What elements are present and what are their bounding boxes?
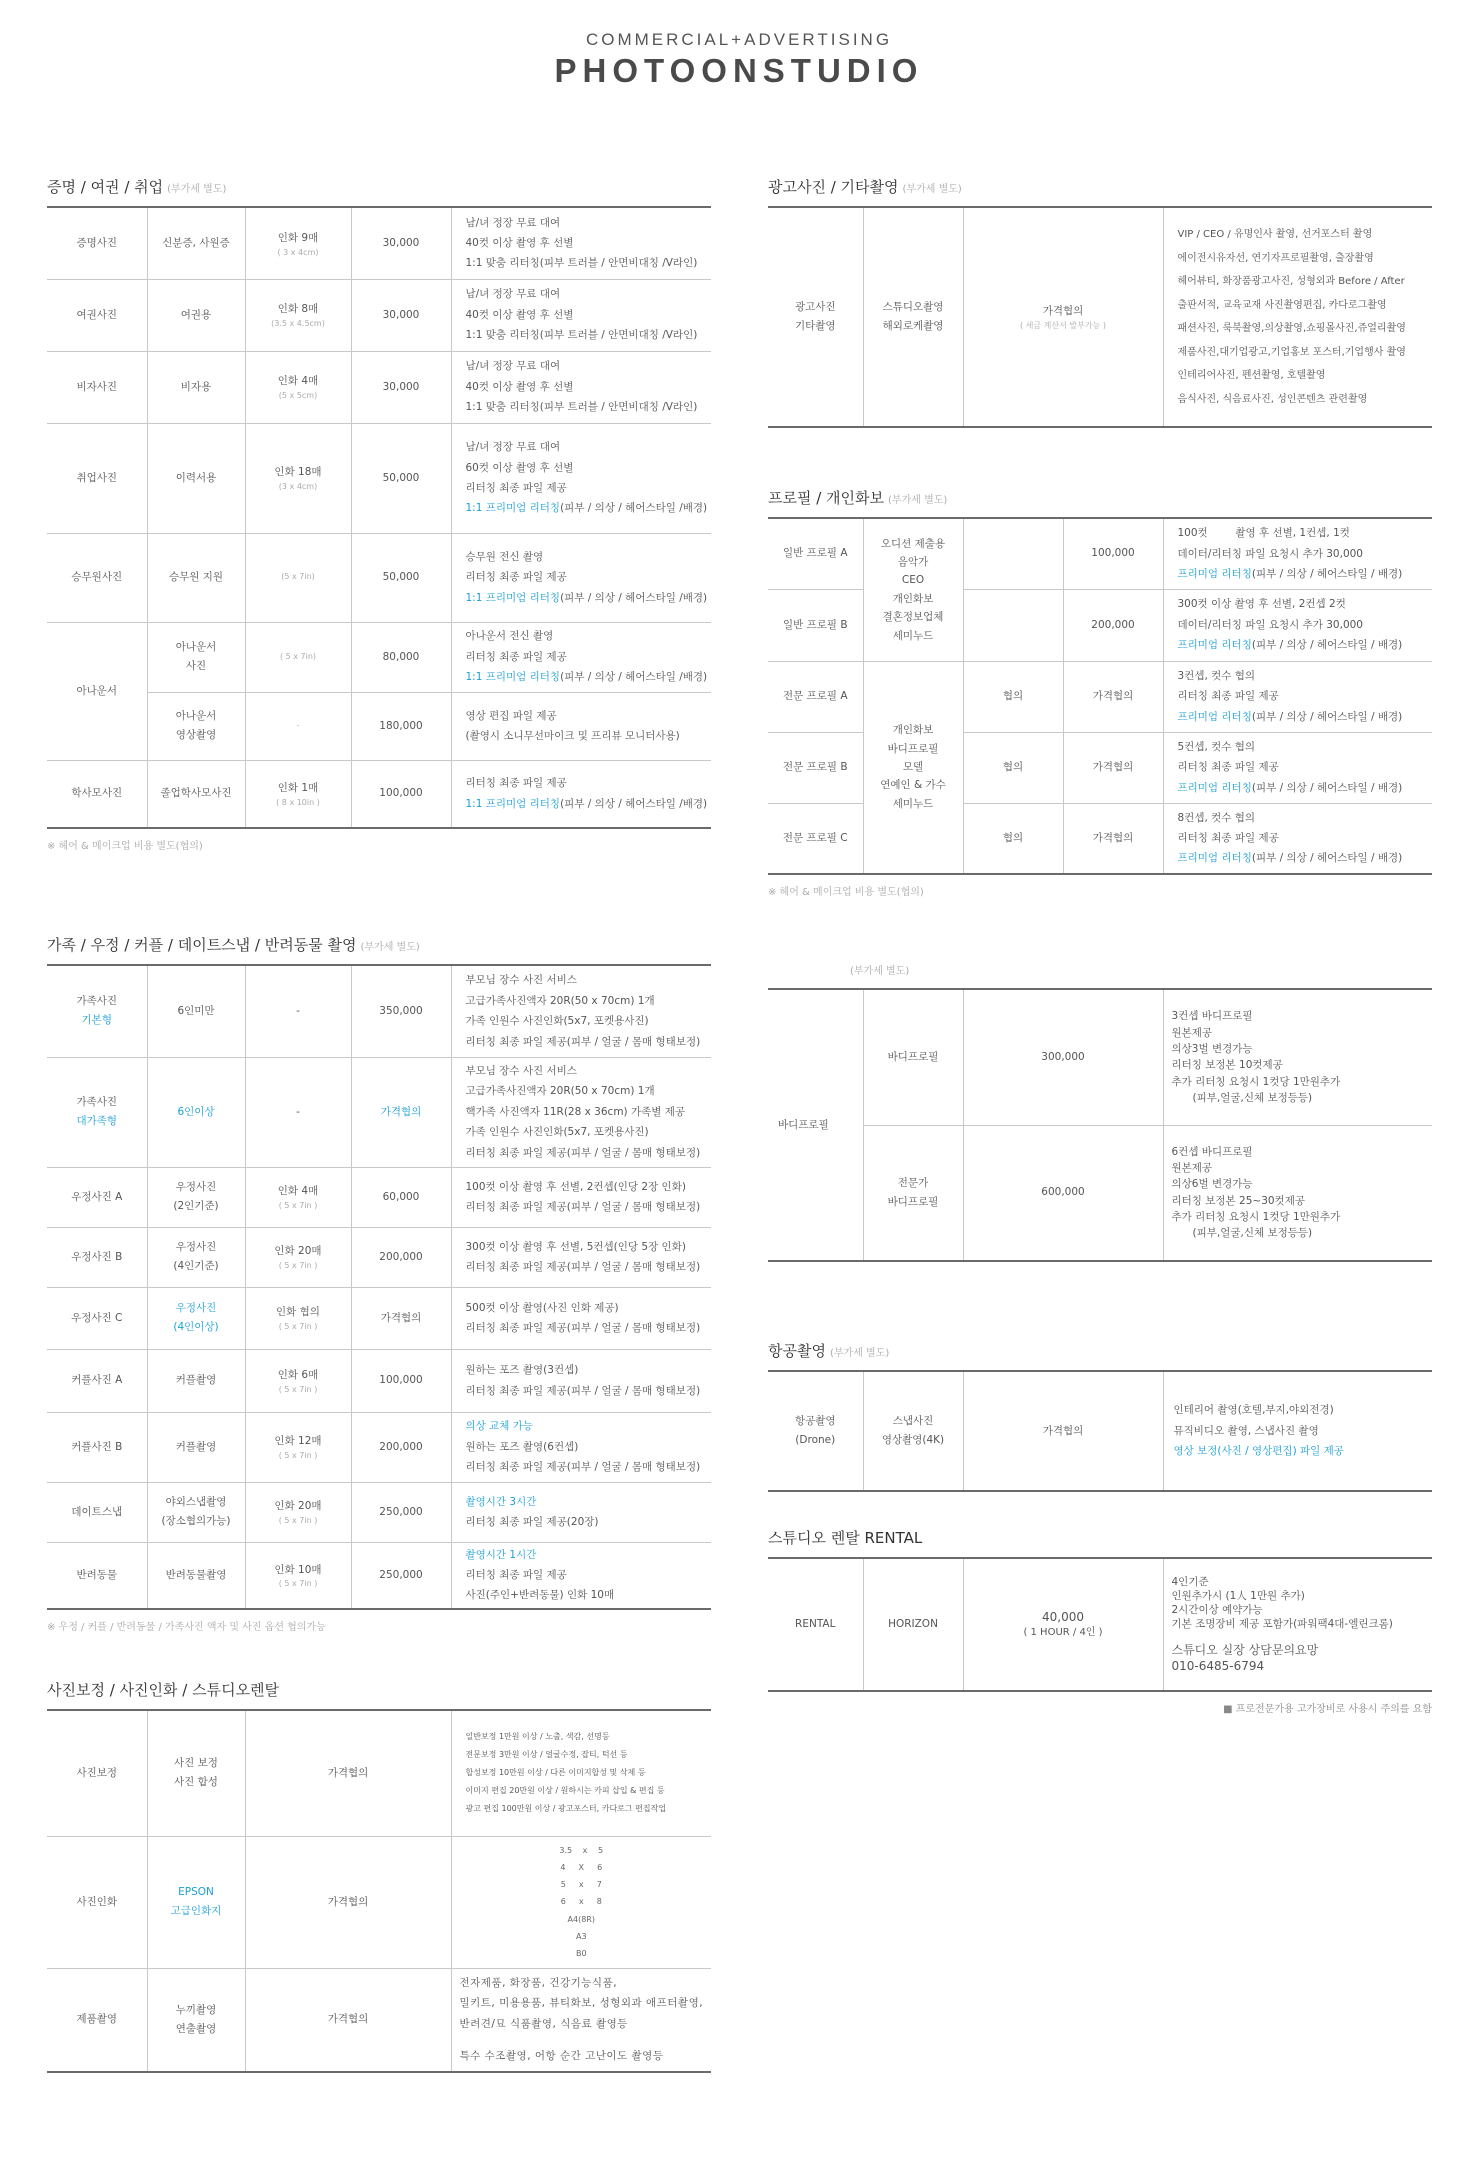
page-header bbox=[0, 30, 1478, 90]
table-row: 전문가 바디프로필 600,000 6컨셉 바디프로필 원본제공 의상6벌 변경가능 리터칭 보정본 25~30컷제공 추가 리터칭 요청시 1컷당 1만원추가 (피부,얼굴,신체 보정등등) bbox=[768, 1125, 1432, 1261]
table-row: 전문 프로필 B 협의 가격협의 5컨셉, 컷수 협의 리터칭 최종 파일 제공 프리미엄 리터칭(피부 / 의상 / 헤어스타일 / 배경) bbox=[768, 732, 1432, 803]
family-section bbox=[47, 934, 711, 1633]
profile-table bbox=[768, 517, 1432, 875]
rental-table bbox=[768, 1557, 1432, 1692]
table-row: 일반 프로필 B 200,000 300컷 이상 촬영 후 선별, 2컨셉 2컷 데이터/리터칭 파일 요청시 추가 30,000 프리미엄 리터칭(피부 / 의상 / 헤어스타일 / 배경) bbox=[768, 589, 1432, 661]
table-row: 증명사진 신분증, 사원증 인화 9매 ( 3 x 4cm) 30,000 남/녀 정장 무료 대여 40컷 이상 촬영 후 선별 1:1 맞춤 리터칭(피부 트러블 / 안면비대칭 /V라인) bbox=[47, 207, 711, 279]
section-note: ※ 헤어 & 메이크업 비용 별도(협의) bbox=[768, 887, 924, 898]
section-title: 가족 / 우정 / 커플 / 데이트스냅 / 반려동물 촬영 (부가세 별도) bbox=[47, 936, 420, 954]
table-row: 반려동물 반려동물촬영 인화 10매 ( 5 x 7in ) 250,000 촬영시간 1시간 리터칭 최종 파일 제공 사진(주인+반려동물) 인화 10매 bbox=[47, 1542, 711, 1609]
table-row: 우정사진 A 우정사진 (2인기준) 인화 4매 ( 5 x 7in ) 60,000 100컷 이상 촬영 후 선별, 2컨셉(인당 2장 인화) 리터칭 최종 파일 제공(피부 / 얼굴 / 몸매 형태보정) bbox=[47, 1167, 711, 1227]
table-row: 승무원사진 승무원 지원 (5 x 7in) 50,000 승무원 전신 촬영 리터칭 최종 파일 제공 1:1 프리미엄 리터칭(피부 / 의상 / 헤어스타일 /배경) bbox=[47, 533, 711, 622]
id-photo-table bbox=[47, 206, 711, 829]
table-row: 데이트스냅 야외스냅촬영 (장소협의가능) 인화 20매 ( 5 x 7in ) 250,000 촬영시간 3시간 리터칭 최종 파일 제공(20장) bbox=[47, 1482, 711, 1542]
section-title: 항공촬영 (부가세 별도) bbox=[768, 1342, 890, 1360]
table-row: 커플사진 B 커플촬영 인화 12매 ( 5 x 7in ) 200,000 의상 교체 가능 원하는 포즈 촬영(6컨셉) 리터칭 최종 파일 제공(피부 / 얼굴 / 몸매 형태보정) bbox=[47, 1412, 711, 1482]
table-row: 커플사진 A 커플촬영 인화 6매 ( 5 x 7in ) 100,000 원하는 포즈 촬영(3컨셉) 리터칭 최종 파일 제공(피부 / 얼굴 / 몸매 형태보정) bbox=[47, 1349, 711, 1412]
table-row: 사진인화 EPSON 고급인화지 가격협의 3.5 x 5 4 X 6 5 x 7 6 x 8 A4(8R) A3 B0 bbox=[47, 1836, 711, 1968]
table-row: 우정사진 C 우정사진 (4인이상) 인화 협의 ( 5 x 7in ) 가격협의 500컷 이상 촬영(사진 인화 제공) 리터칭 최종 파일 제공(피부 / 얼굴 / 몸매 형태보정) bbox=[47, 1287, 711, 1349]
profile-section bbox=[768, 487, 1432, 898]
section-note: ■ 프로전문가용 고가장비로 사용시 주의를 요함 bbox=[1223, 1704, 1432, 1715]
retouch-section bbox=[47, 1679, 711, 2073]
header-title: PHOTOONSTUDIO bbox=[554, 52, 924, 89]
body-profile-table bbox=[768, 988, 1432, 1262]
rental-section bbox=[768, 1527, 1432, 1715]
drone-table bbox=[768, 1370, 1432, 1492]
table-row: 전문 프로필 A 개인화보 바디프로필 모델 연예인 & 가수 세미누드 협의 가격협의 3컨셉, 컷수 협의 리터칭 최종 파일 제공 프리미엄 리터칭(피부 / 의상 / 헤어스타일 / 배경) bbox=[768, 661, 1432, 732]
section-title: 스튜디오 렌탈 RENTAL bbox=[768, 1529, 923, 1547]
table-row: 비자사진 비자용 인화 4매 (5 x 5cm) 30,000 남/녀 정장 무료 대여 40컷 이상 촬영 후 선별 1:1 맞춤 리터칭(피부 트러블 / 안면비대칭 /V라인) bbox=[47, 351, 711, 423]
section-title: 프로필 / 개인화보 (부가세 별도) bbox=[768, 489, 948, 507]
table-row: 광고사진 기타촬영 스튜디오촬영 해외로케촬영 가격협의 ( 세금 계산서 발부가능 ) VIP / CEO / 유명인사 촬영, 선거포스터 촬영 에이전시유자선, 연기자프로필촬영, 출장촬영 헤어뷰티, 화장품광고사진, 성형외과 Before / After 출판서적, 교육교재 사진촬영편집, 카다로그촬영 패션사진, 룩북촬영,의상촬영,쇼핑몰사진,쥬얼리촬영 제품사진,대기업광고,기업홍보 포스터,기업행사 촬영 인테리어사진, 펜션촬영, 호텔촬영 음식사진, 식음료사진, 성인콘텐츠 관련촬영 bbox=[768, 207, 1432, 427]
table-row: 제품촬영 누끼촬영 연출촬영 가격협의 전자제품, 화장품, 건강기능식품, 밀키트, 미용용품, 뷰티화보, 성형외과 애프터촬영, 반려견/묘 식품촬영, 식음료 촬영등 특수 수조촬영, 어항 순간 고난이도 촬영등 bbox=[47, 1968, 711, 2072]
section-title: 광고사진 / 기타촬영 (부가세 별도) bbox=[768, 178, 962, 196]
ad-table bbox=[768, 206, 1432, 428]
table-row: 우정사진 B 우정사진 (4인기준) 인화 20매 ( 5 x 7in ) 200,000 300컷 이상 촬영 후 선별, 5컨셉(인당 5장 인화) 리터칭 최종 파일 제공(피부 / 얼굴 / 몸매 형태보정) bbox=[47, 1227, 711, 1287]
family-table bbox=[47, 964, 711, 1610]
table-row: 아나운서 아나운서 사진 ( 5 x 7in) 80,000 아나운서 전신 촬영 리터칭 최종 파일 제공 1:1 프리미엄 리터칭(피부 / 의상 / 헤어스타일 /배경) bbox=[47, 622, 711, 692]
drone-section bbox=[768, 1340, 1432, 1492]
table-row: 항공촬영 (Drone) 스냅사진 영상촬영(4K) 가격협의 인테리어 촬영(호텔,부지,야외전경) 뮤직비디오 촬영, 스냅사진 촬영 영상 보정(사진 / 영상편집) 파일 제공 bbox=[768, 1371, 1432, 1491]
section-title: (부가세 별도) bbox=[850, 966, 910, 977]
table-row: 취업사진 이력서용 인화 18매 (3 x 4cm) 50,000 남/녀 정장 무료 대여 60컷 이상 촬영 후 선별 리터칭 최종 파일 제공 1:1 프리미엄 리터칭(피부 / 의상 / 헤어스타일 /배경) bbox=[47, 423, 711, 533]
section-note: ※ 헤어 & 메이크업 비용 별도(협의) bbox=[47, 841, 203, 852]
table-row: 학사모사진 졸업학사모사진 인화 1매 ( 8 x 10in ) 100,000 리터칭 최종 파일 제공 1:1 프리미엄 리터칭(피부 / 의상 / 헤어스타일 /배경) bbox=[47, 760, 711, 828]
table-row: RENTAL HORIZON 40,000 ( 1 HOUR / 4인 ) 4인기준 인원추가시 (1人 1만원 추가) 2시간이상 예약가능 기본 조명장비 제공 포함가(파워팩4대-엘린크롬) 스튜디오 실장 상담문의요망 010-6485-6794 bbox=[768, 1558, 1432, 1691]
header-subtitle: COMMERCIAL+ADVERTISING bbox=[585, 30, 893, 49]
table-row: 여권사진 여권용 인화 8매 (3.5 x 4.5cm) 30,000 남/녀 정장 무료 대여 40컷 이상 촬영 후 선별 1:1 맞춤 리터칭(피부 트러블 / 안면비대칭 /V라인) bbox=[47, 279, 711, 351]
section-title: 사진보정 / 사진인화 / 스튜디오렌탈 bbox=[47, 1681, 280, 1699]
id-photo-section bbox=[47, 176, 711, 852]
table-row: 가족사진 대가족형 6인이상 - 가격협의 부모님 장수 사진 서비스 고급가족사진액자 20R(50 x 70cm) 1개 핵가족 사진액자 11R(28 x 36cm) 가족별 제공 가족 인원수 사진인화(5x7, 포켓용사진) 리터칭 최종 파일 제공(피부 / 얼굴 / 몸매 형태보정) bbox=[47, 1057, 711, 1167]
body-profile-section bbox=[768, 958, 1432, 1262]
table-row: 사진보정 사진 보정 사진 합성 가격협의 일반보정 1만원 이상 / 노출, 색감, 선명등 전문보정 3만원 이상 / 얼굴수정, 잡티, 턱선 등 합성보정 10만원 이상 / 다른 이미지합성 및 삭제 등 이미지 편집 20만원 이상 / 원하시는 카피 삽입 & 편집 등 광고 편집 100만원 이상 / 광고포스터, 카다로그 편집작업 bbox=[47, 1710, 711, 1836]
table-row: 전문 프로필 C 협의 가격협의 8컨셉, 컷수 협의 리터칭 최종 파일 제공 프리미엄 리터칭(피부 / 의상 / 헤어스타일 / 배경) bbox=[768, 803, 1432, 874]
table-row: 일반 프로필 A 오디션 제출용 음악가 CEO 개인화보 결혼정보업체 세미누드 100,000 100컷 촬영 후 선별, 1컨셉, 1컷 데이터/리터칭 파일 요청시 추가 30,000 프리미엄 리터칭(피부 / 의상 / 헤어스타일 / 배경) bbox=[768, 518, 1432, 589]
table-row: 아나운서 영상촬영 - 180,000 영상 편집 파일 제공 (촬영시 소니무선마이크 및 프리뷰 모니터사용) bbox=[47, 692, 711, 760]
section-note: ※ 우정 / 커플 / 반려동물 / 가족사진 액자 및 사진 옵션 협의가능 bbox=[47, 1621, 326, 1633]
table-row: 가족사진 기본형 6인미만 - 350,000 부모님 장수 사진 서비스 고급가족사진액자 20R(50 x 70cm) 1개 가족 인원수 사진인화(5x7, 포켓용사진) 리터칭 최종 파일 제공(피부 / 얼굴 / 몸매 형태보정) bbox=[47, 965, 711, 1057]
table-row: 바디프로필 바디프로필 300,000 3컨셉 바디프로필 원본제공 의상3벌 변경가능 리터칭 보정본 10컷제공 추가 리터칭 요청시 1컷당 1만원추가 (피부,얼굴,신체 보정등등) bbox=[768, 989, 1432, 1125]
retouch-table bbox=[47, 1709, 711, 2073]
section-title: 증명 / 여권 / 취업 (부가세 별도) bbox=[47, 178, 227, 196]
ad-section bbox=[768, 176, 1432, 428]
